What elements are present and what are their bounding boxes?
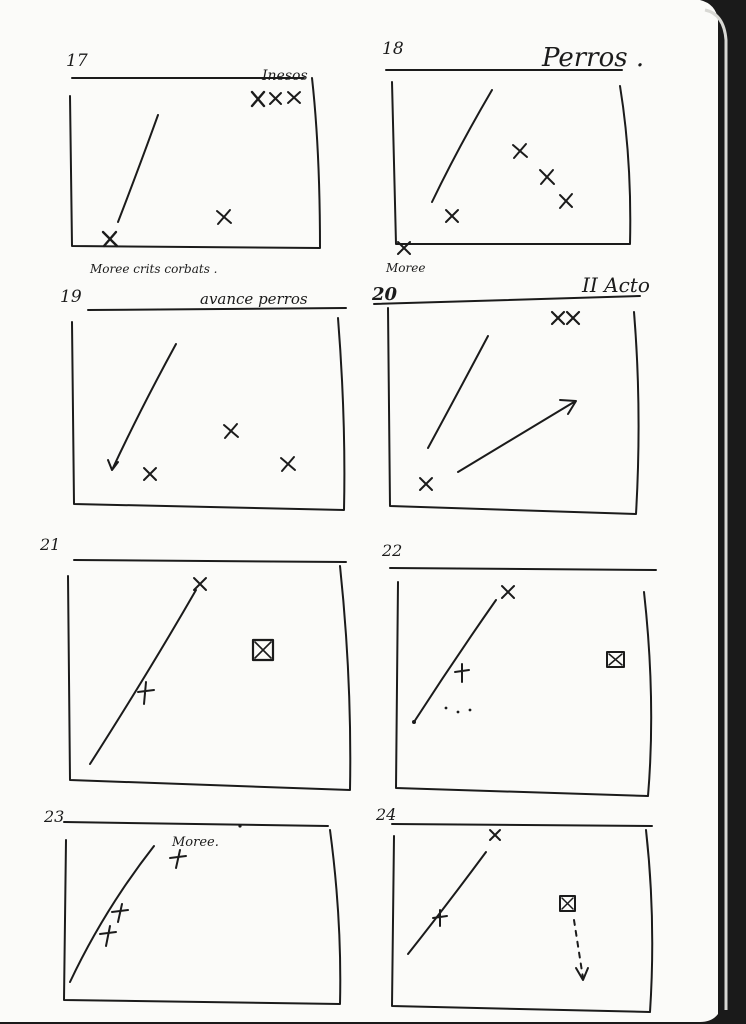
panel-number: 22 xyxy=(382,541,403,560)
panel-note: Inesos xyxy=(262,68,308,84)
panel-note: Moree. xyxy=(172,835,219,850)
panel-number: 20 xyxy=(372,284,398,305)
panel-number: 18 xyxy=(382,39,404,59)
panel-note: II Acto xyxy=(582,273,650,297)
panel-note: Moree xyxy=(386,261,426,275)
panel-number: 21 xyxy=(40,535,61,554)
panel-note: Perros . xyxy=(542,43,645,73)
panel-number: 19 xyxy=(60,287,82,307)
panel-number: 24 xyxy=(376,805,397,824)
panel-number: 17 xyxy=(66,51,88,71)
panel-note: Moree crits corbats . xyxy=(90,262,218,276)
path-end-dot xyxy=(412,720,416,724)
panel-number: 23 xyxy=(44,807,65,826)
panel-note: avance perros xyxy=(200,290,308,308)
